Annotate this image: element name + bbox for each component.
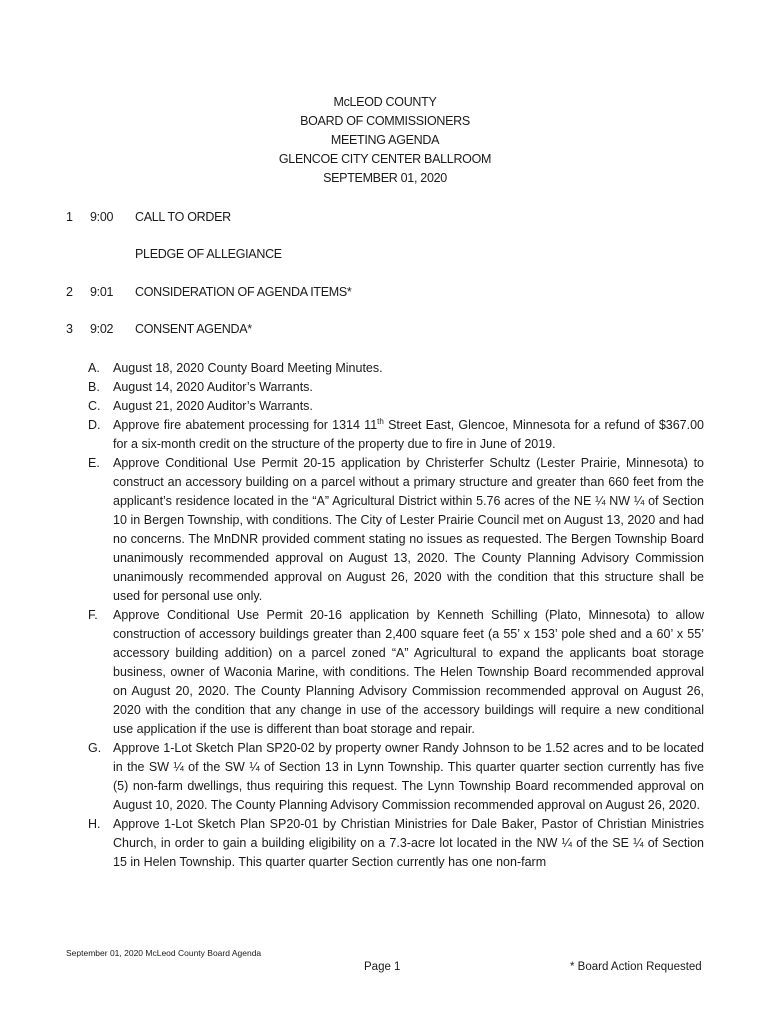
consent-item-b [88, 378, 704, 397]
item-time: 9:01 [90, 285, 114, 299]
item-text: August 21, 2020 Auditor’s Warrants. [113, 399, 313, 413]
item-text: Approve Conditional Use Permit 20-16 application by Kenneth Schilling (Plato, Minnesota) to allow construction of accessory buildings greater than 2,400 square feet (a 55’ x 153’ pole shed and a 60’ x 55’ accessory building addition) on a parcel zoned “A” Agricultural to expand the applicants boat storage business, owner of Waconia Marine, with conditions. The Helen Township Board recommended approval on August 20, 2020. The County Planning Advisory Commission recommended approval on August 26, 2020 with the condition that any change in use of the accessory buildings will require a new conditional use application if the use is different than boat storage and repair. [113, 608, 704, 736]
header-county: McLEOD COUNTY [333, 95, 437, 109]
header-location: GLENCOE CITY CENTER BALLROOM [278, 152, 492, 166]
item-text: Approve Conditional Use Permit 20-15 application by Christerfer Schultz (Lester Prairie, Minnesota) to construct an accessory building on a parcel without a primary structure and greater than 660 feet from the applicant’s residence located in the “A” Agricultural District within 5.76 acres of the NE ¼ NW ¼ of Section 10 in Bergen Township, with conditions. The City of Lester Prairie Council met on August 13, 2020 and had no concerns. The MnDNR provided comment stating no issues as requested. The Bergen Township Board unanimously recommended approval on August 13, 2020. The County Planning Advisory Commission unanimously recommended approval on August 26, 2020 with the condition that this structure shall be used for personal use only. [113, 456, 704, 603]
item-number: 2 [66, 285, 73, 299]
item-text: August 14, 2020 Auditor’s Warrants. [113, 380, 313, 394]
consent-item-e [88, 454, 704, 606]
item-letter: A. [88, 361, 100, 375]
item-letter: C. [88, 399, 101, 413]
consent-item-d [88, 416, 704, 454]
item-title: CALL TO ORDER [135, 210, 231, 224]
item-text: Approve 1-Lot Sketch Plan SP20-01 by Christian Ministries for Dale Baker, Pastor of Christian Ministries Church, in order to gain a building eligibility on a 7.3-acre lot located in the NW ¼ of the SE ¼ of Section 15 in Helen Township. This quarter quarter Section currently has one non-farm [113, 817, 704, 869]
item-text: Approve 1-Lot Sketch Plan SP20-02 by property owner Randy Johnson to be 1.52 acres and to be located in the SW ¼ of the SW ¼ of Section 13 in Lynn Township. This quarter quarter section currently has five (5) non-farm dwellings, thus requiring this request. The Lynn Township Board recommended approval on August 10, 2020. The County Planning Advisory Commission recommended approval on August 26, 2020. [113, 741, 704, 812]
item-number: 1 [66, 210, 73, 224]
header-date: SEPTEMBER 01, 2020 [323, 171, 447, 185]
ordinal-suffix: th [377, 416, 384, 426]
footer-document-title: September 01, 2020 McLeod County Board Agenda [66, 948, 262, 958]
item-letter: B. [88, 380, 100, 394]
item-time: 9:02 [90, 322, 114, 336]
consent-item-a [88, 359, 704, 378]
agenda-header [0, 93, 770, 188]
consent-item-g [88, 739, 704, 815]
item-title: CONSENT AGENDA* [135, 322, 252, 336]
footer-page-number: Page 1 [364, 961, 401, 973]
item-letter: G. [88, 741, 102, 755]
item-text-start: Approve fire abatement processing for 1314 11 [113, 418, 378, 432]
item-time: 9:00 [90, 210, 114, 224]
consent-item-c [88, 397, 704, 416]
consent-item-h [88, 815, 704, 872]
item-letter: D. [88, 418, 101, 432]
item-number: 3 [66, 322, 73, 336]
consent-agenda-list [88, 359, 704, 872]
item-letter: E. [88, 456, 100, 470]
header-title: MEETING AGENDA [330, 133, 440, 147]
footer-action-note: * Board Action Requested [570, 961, 702, 973]
pledge-title: PLEDGE OF ALLEGIANCE [135, 247, 282, 261]
item-letter: H. [88, 817, 101, 831]
item-text-end: Street East, Glencoe, Minnesota for a refund of $367.00 for a six-month credit on the structure of the property due to fire in June of 2019. [113, 418, 704, 451]
item-title: CONSIDERATION OF AGENDA ITEMS* [135, 285, 352, 299]
item-text: August 18, 2020 County Board Meeting Minutes. [113, 361, 383, 375]
item-letter: F. [88, 608, 98, 622]
header-board: BOARD OF COMMISSIONERS [300, 114, 470, 128]
consent-item-f [88, 606, 704, 739]
